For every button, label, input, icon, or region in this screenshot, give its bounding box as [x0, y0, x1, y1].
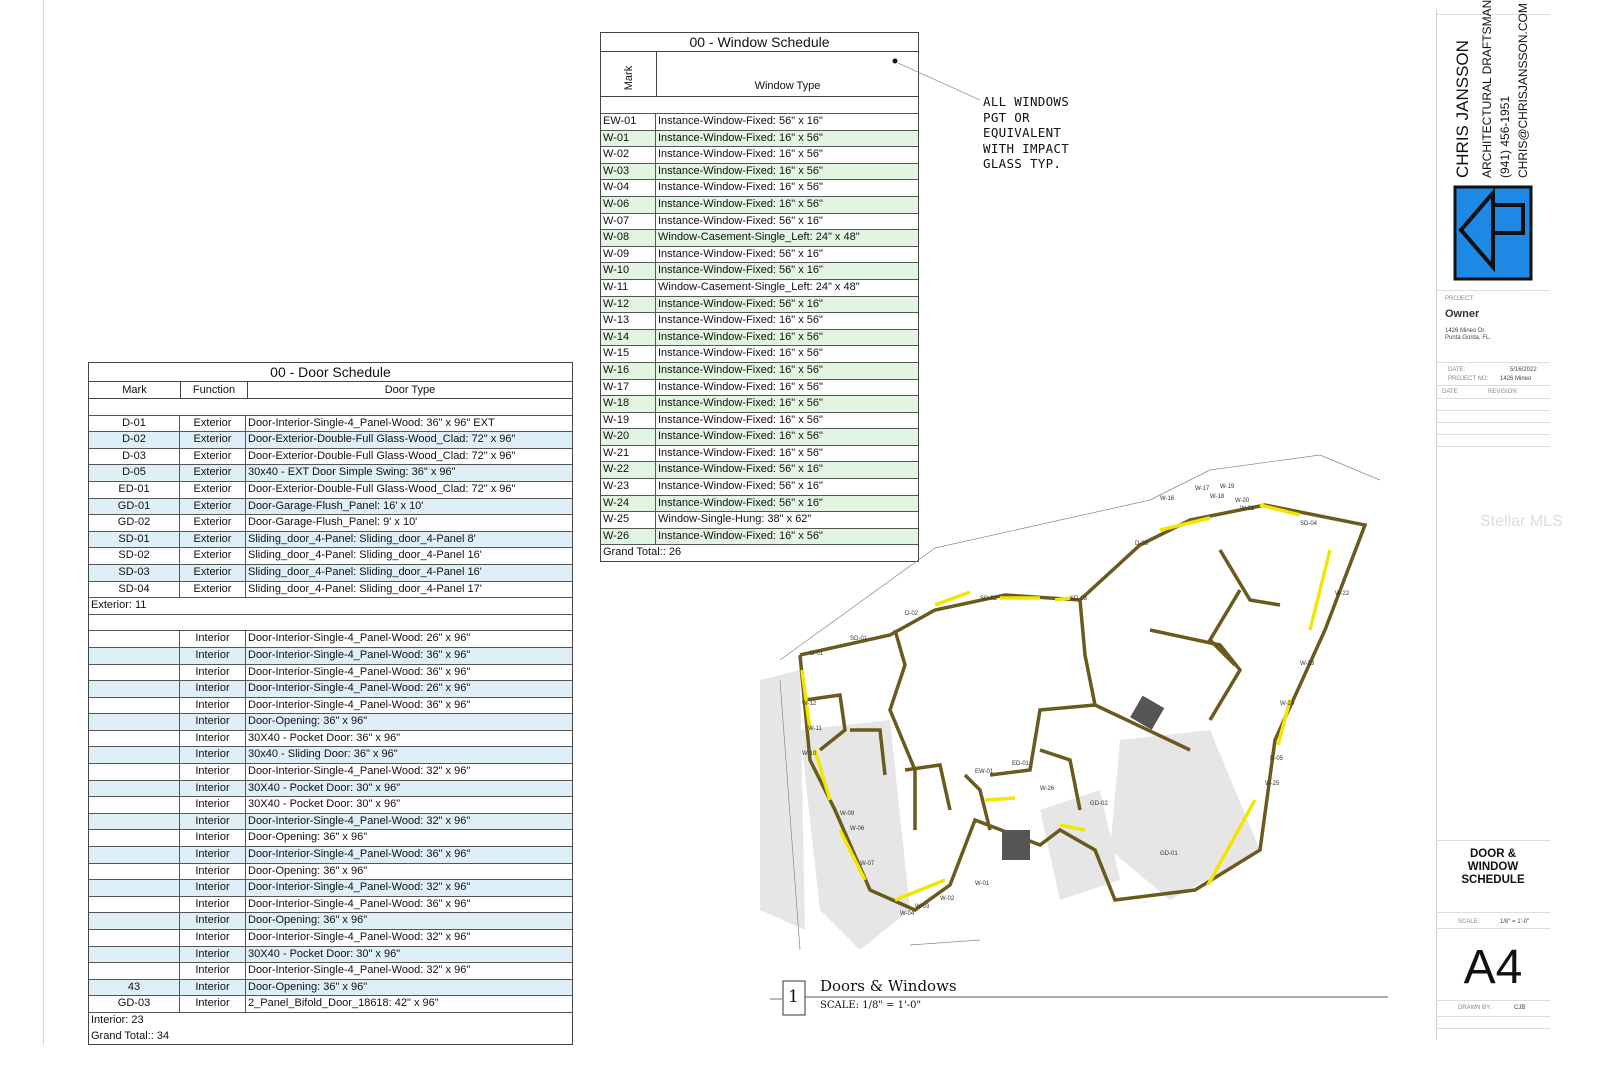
window-mark: W-23 — [601, 479, 656, 495]
door-function: Interior — [180, 781, 246, 797]
door-row — [89, 847, 572, 864]
window-mark: W-06 — [601, 197, 656, 213]
plan-label: W-22 — [1335, 591, 1350, 597]
door-function: Interior — [180, 698, 246, 714]
door-function: Exterior — [180, 432, 246, 448]
door-function: Interior — [180, 963, 246, 979]
door-mark: D-05 — [89, 465, 180, 481]
plan-label: W-10 — [802, 751, 817, 757]
project-address-2: Punta Gorda, FL. — [1445, 335, 1492, 341]
window-mark: W-07 — [601, 214, 656, 230]
door-type: Sliding_door_4-Panel: Sliding_door_4-Panel 17' — [248, 582, 482, 595]
plan-label: W-24 — [1280, 701, 1295, 707]
plan-label: W-03 — [915, 904, 930, 910]
exterior-door-rows — [89, 416, 572, 599]
door-mark-header: Mark — [89, 382, 181, 398]
door-function: Interior — [180, 897, 246, 913]
window-note — [983, 94, 1069, 172]
scale-value: 1/8" = 1'-0" — [1500, 919, 1530, 925]
window-note-line: ALL WINDOWS — [983, 94, 1070, 109]
scale-label: SCALE: — [1458, 919, 1480, 925]
door-function: Exterior — [180, 582, 246, 598]
project-name: Owner — [1445, 308, 1480, 320]
window-row — [601, 180, 918, 197]
door-mark — [89, 681, 180, 697]
door-function: Interior — [180, 913, 246, 929]
door-mark — [89, 781, 180, 797]
plan-label: W-11 — [808, 726, 822, 732]
window-mark-header: Mark — [623, 65, 635, 91]
window-mark: W-26 — [601, 529, 656, 545]
window-type: Instance-Window-Fixed: 16" x 56" — [658, 413, 823, 426]
door-row — [89, 631, 572, 648]
window-mark: W-16 — [601, 363, 656, 379]
plan-label: W-25 — [1265, 781, 1280, 787]
window-mark: W-12 — [601, 297, 656, 313]
door-row — [89, 747, 572, 764]
plan-label: W-20 — [1235, 498, 1250, 504]
door-mark: SD-03 — [89, 565, 180, 581]
plan-label: GD-02 — [1090, 801, 1108, 807]
window-type: Window-Casement-Single_Left: 24" x 48" — [658, 231, 860, 244]
plan-label: W-01 — [975, 881, 990, 887]
window-type: Instance-Window-Fixed: 16" x 56" — [658, 148, 823, 161]
door-type: Door-Interior-Single-4_Panel-Wood: 32" x 96" — [248, 814, 471, 827]
date-value: 5/16/2022 — [1510, 367, 1537, 373]
window-row — [601, 164, 918, 181]
revision-label: REVISION — [1488, 389, 1517, 395]
door-type: Door-Opening: 36" x 96" — [248, 864, 368, 877]
door-type: Door-Interior-Single-4_Panel-Wood: 32" x 96" — [248, 931, 471, 943]
window-mark: W-09 — [601, 247, 656, 263]
door-type: Door-Interior-Single-4_Panel-Wood: 32" x 96" — [248, 881, 471, 894]
door-row — [89, 698, 572, 715]
window-type: Instance-Window-Fixed: 16" x 56" — [658, 131, 823, 144]
window-type: Instance-Window-Fixed: 16" x 56" — [658, 363, 823, 376]
window-type: Instance-Window-Fixed: 56" x 16" — [658, 115, 823, 127]
door-grand-total: Grand Total:: 34 — [91, 1029, 170, 1042]
door-type: 30X40 - Pocket Door: 30" x 96" — [248, 947, 401, 960]
door-row — [89, 714, 572, 731]
door-type: 2_Panel_Bifold_Door_18618: 42" x 96" — [248, 997, 439, 1010]
window-type: Window-Casement-Single_Left: 24" x 48" — [658, 280, 860, 293]
plan-label: SD-01 — [850, 636, 868, 642]
window-type: Instance-Window-Fixed: 56" x 16" — [658, 247, 823, 260]
sheet-number: A4 — [1463, 941, 1523, 994]
window-type: Instance-Window-Fixed: 56" x 16" — [658, 297, 823, 310]
window-mark: EW-01 — [601, 114, 656, 130]
window-type-header: Window Type — [754, 80, 821, 92]
door-mark — [89, 947, 180, 963]
window-mark: W-13 — [601, 313, 656, 329]
window-type: Window-Single-Hung: 38" x 62" — [658, 513, 812, 526]
door-mark — [89, 913, 180, 929]
window-type: Instance-Window-Fixed: 56" x 16" — [658, 496, 823, 509]
window-type: Instance-Window-Fixed: 16" x 56" — [658, 314, 823, 327]
window-mark: W-10 — [601, 263, 656, 279]
plan-label: SD-03 — [1070, 596, 1088, 602]
door-row — [89, 532, 572, 549]
window-row — [601, 147, 918, 164]
door-function: Interior — [180, 830, 246, 846]
plan-label: W-17 — [1195, 486, 1210, 492]
door-function: Interior — [180, 648, 246, 664]
window-mark: W-19 — [601, 413, 656, 429]
window-mark: W-24 — [601, 496, 656, 512]
window-row — [601, 297, 918, 314]
plan-label: D-02 — [905, 611, 919, 617]
door-function: Exterior — [180, 532, 246, 548]
window-row — [601, 396, 918, 413]
door-mark: D-03 — [89, 449, 180, 465]
view-caption — [770, 975, 1390, 1020]
firm-phone: (941) 456-1951 — [1498, 95, 1512, 178]
door-mark — [89, 764, 180, 780]
plan-label: D-01 — [810, 651, 824, 657]
door-type: Sliding_door_4-Panel: Sliding_door_4-Panel 16' — [248, 549, 482, 562]
revision-date-label: DATE — [1442, 389, 1458, 395]
plan-label: EW-01 — [975, 769, 994, 775]
plan-label: W-07 — [860, 861, 875, 867]
door-mark — [89, 731, 180, 747]
door-function: Interior — [180, 814, 246, 830]
interior-total: Interior: 23 — [91, 1013, 144, 1026]
window-note-line: PGT OR — [983, 109, 1030, 125]
window-mark: W-17 — [601, 380, 656, 396]
firm-email: CHRIS@CHRISJANSSON.COM — [1516, 3, 1530, 178]
window-row — [601, 280, 918, 297]
window-type: Instance-Window-Fixed: 16" x 56" — [658, 380, 823, 393]
door-type: 30x40 - Sliding Door: 36" x 96" — [248, 748, 398, 761]
door-type: 30X40 - Pocket Door: 30" x 96" — [248, 798, 401, 811]
note-leader — [890, 55, 990, 105]
firm-logo — [1453, 185, 1533, 281]
view-number: 1 — [788, 987, 799, 1007]
window-row — [601, 214, 918, 231]
window-type: Instance-Window-Fixed: 16" x 56" — [658, 397, 823, 410]
door-type: Door-Interior-Single-4_Panel-Wood: 36" x 96" — [248, 897, 471, 910]
door-type: Door-Opening: 36" x 96" — [248, 831, 368, 844]
window-type: Instance-Window-Fixed: 16" x 56" — [658, 529, 823, 542]
door-type: Door-Garage-Flush_Panel: 16' x 10' — [248, 499, 424, 512]
window-type: Instance-Window-Fixed: 16" x 56" — [658, 197, 823, 210]
window-type: Instance-Window-Fixed: 56" x 16" — [658, 463, 823, 476]
door-function: Exterior — [180, 548, 246, 564]
door-mark — [89, 814, 180, 830]
door-row — [89, 947, 572, 964]
door-type: Sliding_door_4-Panel: Sliding_door_4-Panel 8' — [248, 532, 476, 545]
door-schedule-title: 00 - Door Schedule — [89, 363, 572, 382]
window-mark: W-01 — [601, 131, 656, 147]
door-row — [89, 499, 572, 516]
door-type: Door-Exterior-Double-Full Glass-Wood_Clad: 72" x 96" — [248, 433, 516, 446]
door-function: Exterior — [180, 565, 246, 581]
door-type: Door-Interior-Single-4_Panel-Wood: 36" x 96" — [248, 698, 471, 711]
door-row — [89, 797, 572, 814]
window-row — [601, 313, 918, 330]
door-mark — [89, 930, 180, 946]
window-grand-total: Grand Total:: 26 — [603, 546, 682, 559]
window-row — [601, 363, 918, 380]
date-label: DATE: — [1448, 367, 1466, 373]
window-mark: W-15 — [601, 346, 656, 362]
project-address-1: 1426 Mineo Dr. — [1445, 328, 1486, 334]
door-row — [89, 814, 572, 831]
door-row — [89, 565, 572, 582]
door-type: Door-Opening: 36" x 96" — [248, 914, 368, 927]
door-function: Interior — [180, 797, 246, 813]
door-type: Door-Opening: 36" x 96" — [248, 980, 368, 993]
door-mark — [89, 631, 180, 647]
plan-label: SD-04 — [1300, 521, 1318, 527]
window-type: Instance-Window-Fixed: 16" x 56" — [658, 330, 823, 343]
door-function: Interior — [180, 847, 246, 863]
plan-label: GD-01 — [1160, 851, 1178, 857]
drawn-by-value: CJB — [1514, 1005, 1526, 1011]
door-mark: D-01 — [89, 416, 180, 432]
door-function: Exterior — [180, 482, 246, 498]
door-mark — [89, 797, 180, 813]
door-row — [89, 781, 572, 798]
door-mark: GD-01 — [89, 499, 180, 515]
door-row — [89, 864, 572, 881]
floor-plan — [740, 430, 1380, 970]
plan-label: W-04 — [900, 911, 915, 917]
door-type: Door-Exterior-Double-Full Glass-Wood_Clad: 72" x 96" — [248, 449, 516, 462]
window-type: Instance-Window-Fixed: 16" x 56" — [658, 347, 823, 360]
window-schedule-header — [601, 52, 918, 97]
door-row — [89, 930, 572, 947]
project-no-value: 1426 Mineo — [1500, 376, 1532, 382]
window-mark: W-02 — [601, 147, 656, 163]
door-mark — [89, 714, 180, 730]
door-row — [89, 681, 572, 698]
door-type: Door-Opening: 36" x 96" — [248, 715, 368, 728]
plan-label: W-16 — [1160, 496, 1175, 502]
window-mark: W-20 — [601, 429, 656, 445]
door-type: Door-Exterior-Double-Full Glass-Wood_Clad: 72" x 96" — [248, 482, 516, 495]
window-mark: W-14 — [601, 330, 656, 346]
door-row — [89, 880, 572, 897]
door-type: Door-Interior-Single-4_Panel-Wood: 36" x 96" EXT — [248, 416, 495, 429]
door-row — [89, 731, 572, 748]
sheet-border-left — [43, 0, 44, 1045]
window-type: Instance-Window-Fixed: 16" x 56" — [658, 181, 823, 194]
door-row — [89, 648, 572, 665]
door-row — [89, 764, 572, 781]
door-row — [89, 665, 572, 682]
door-type: 30X40 - Pocket Door: 30" x 96" — [248, 781, 401, 794]
door-type: 30X40 - Pocket Door: 36" x 96" — [248, 731, 401, 744]
door-row — [89, 515, 572, 532]
door-mark: SD-01 — [89, 532, 180, 548]
door-row — [89, 980, 572, 997]
window-mark: W-03 — [601, 164, 656, 180]
door-mark — [89, 648, 180, 664]
window-row — [601, 131, 918, 148]
door-row — [89, 432, 572, 449]
door-schedule-header — [89, 382, 572, 399]
window-mark: W-22 — [601, 462, 656, 478]
door-row — [89, 548, 572, 565]
door-mark — [89, 897, 180, 913]
door-function: Exterior — [180, 465, 246, 481]
door-row — [89, 416, 572, 433]
door-type: Door-Interior-Single-4_Panel-Wood: 32" x 96" — [248, 964, 471, 977]
watermark: Stellar MLS — [1480, 513, 1563, 530]
plan-label: W-26 — [1040, 786, 1055, 792]
door-mark: ED-01 — [89, 482, 180, 498]
exterior-total: Exterior: 11 — [91, 599, 147, 612]
door-row — [89, 897, 572, 914]
window-row — [601, 263, 918, 280]
door-function: Interior — [180, 930, 246, 946]
door-type-header: Door Type — [384, 384, 436, 396]
window-schedule-title: 00 - Window Schedule — [601, 33, 918, 52]
window-note-line: GLASS TYP. — [983, 156, 1062, 171]
door-function: Exterior — [180, 416, 246, 432]
window-mark: W-08 — [601, 230, 656, 246]
plan-label: D-03 — [1135, 541, 1149, 547]
window-mark: W-25 — [601, 512, 656, 528]
interior-door-rows — [89, 631, 572, 1013]
door-row — [89, 582, 572, 599]
window-note-line: WITH IMPACT — [983, 140, 1070, 156]
door-row — [89, 913, 572, 930]
door-type: Door-Interior-Single-4_Panel-Wood: 36" x 96" — [248, 648, 471, 661]
plan-label: W-19 — [1220, 484, 1235, 490]
plan-label: W-21 — [1240, 506, 1255, 512]
window-type: Instance-Window-Fixed: 16" x 56" — [658, 446, 823, 459]
window-row — [601, 114, 918, 131]
door-mark: D-02 — [89, 432, 180, 448]
door-function: Interior — [180, 764, 246, 780]
plan-label: W-02 — [940, 896, 955, 902]
door-type: Door-Interior-Single-4_Panel-Wood: 26" x 96" — [248, 682, 471, 695]
door-function: Interior — [180, 996, 246, 1012]
window-mark: W-11 — [601, 280, 656, 296]
door-type: Door-Interior-Single-4_Panel-Wood: 36" x 96" — [248, 665, 471, 678]
door-mark — [89, 864, 180, 880]
plan-label: W-18 — [1210, 494, 1225, 500]
door-mark — [89, 847, 180, 863]
project-label: PROJECT: — [1445, 296, 1475, 302]
door-mark — [89, 963, 180, 979]
door-function: Exterior — [180, 449, 246, 465]
door-function: Interior — [180, 631, 246, 647]
window-type: Instance-Window-Fixed: 56" x 16" — [658, 480, 823, 493]
door-type: 30x40 - EXT Door Simple Swing: 36" x 96" — [248, 466, 456, 479]
view-title: Doors & Windows — [820, 977, 957, 995]
window-row — [601, 380, 918, 397]
door-mark — [89, 698, 180, 714]
door-function: Interior — [180, 980, 246, 996]
door-mark: SD-04 — [89, 582, 180, 598]
door-function: Interior — [180, 864, 246, 880]
plan-label: W-06 — [850, 826, 865, 832]
door-mark: SD-02 — [89, 548, 180, 564]
door-row — [89, 482, 572, 499]
door-function: Interior — [180, 665, 246, 681]
door-mark: 43 — [89, 980, 180, 996]
window-mark: W-18 — [601, 396, 656, 412]
window-row — [601, 197, 918, 214]
door-function-header: Function — [181, 382, 248, 398]
window-note-line: EQUIVALENT — [983, 125, 1062, 140]
window-mark: W-04 — [601, 180, 656, 196]
project-no-label: PROJECT NO: — [1448, 376, 1489, 382]
plan-label: W-09 — [840, 811, 855, 817]
door-mark — [89, 665, 180, 681]
door-mark — [89, 747, 180, 763]
plan-label: D-05 — [1270, 756, 1284, 762]
door-function: Interior — [180, 681, 246, 697]
door-row — [89, 963, 572, 980]
firm-name: CHRIS JANSSON — [1453, 40, 1472, 178]
door-type: Door-Interior-Single-4_Panel-Wood: 32" x 96" — [248, 765, 471, 778]
door-type: Door-Garage-Flush_Panel: 9' x 10' — [248, 516, 418, 529]
door-function: Interior — [180, 747, 246, 763]
door-type: Door-Interior-Single-4_Panel-Wood: 36" x 96" — [248, 848, 471, 861]
plan-label: SD-02 — [980, 596, 998, 602]
door-schedule — [88, 362, 573, 1045]
door-mark — [89, 830, 180, 846]
window-row — [601, 346, 918, 363]
drawn-by-label: DRAWN BY: — [1458, 1005, 1492, 1011]
door-row — [89, 465, 572, 482]
door-type: Door-Interior-Single-4_Panel-Wood: 26" x 96" — [248, 632, 471, 645]
window-type: Instance-Window-Fixed: 16" x 56" — [658, 430, 823, 443]
plan-label: W-23 — [1300, 661, 1315, 667]
window-type: Instance-Window-Fixed: 56" x 16" — [658, 264, 823, 277]
window-type: Instance-Window-Fixed: 56" x 16" — [658, 214, 823, 227]
view-scale: SCALE: 1/8" = 1'-0" — [820, 1000, 922, 1011]
door-function: Interior — [180, 714, 246, 730]
door-mark: GD-02 — [89, 515, 180, 531]
plan-label: W-12 — [802, 701, 817, 707]
door-mark: GD-03 — [89, 996, 180, 1012]
door-row — [89, 449, 572, 466]
window-row — [601, 413, 918, 430]
plan-label: ED-01 — [1012, 761, 1030, 767]
door-function: Interior — [180, 731, 246, 747]
door-row — [89, 830, 572, 847]
door-row — [89, 996, 572, 1013]
window-row — [601, 230, 918, 247]
door-mark — [89, 880, 180, 896]
sheet-title: DOOR & WINDOW SCHEDULE — [1461, 848, 1525, 886]
door-function: Interior — [180, 880, 246, 896]
door-type: Sliding_door_4-Panel: Sliding_door_4-Panel 16' — [248, 565, 482, 578]
firm-title: ARCHITECTURAL DRAFTSMAN — [1480, 0, 1494, 178]
door-function: Exterior — [180, 515, 246, 531]
door-function: Interior — [180, 947, 246, 963]
door-function: Exterior — [180, 499, 246, 515]
window-type: Instance-Window-Fixed: 16" x 56" — [658, 164, 823, 177]
window-row — [601, 247, 918, 264]
window-row — [601, 330, 918, 347]
window-mark: W-21 — [601, 446, 656, 462]
